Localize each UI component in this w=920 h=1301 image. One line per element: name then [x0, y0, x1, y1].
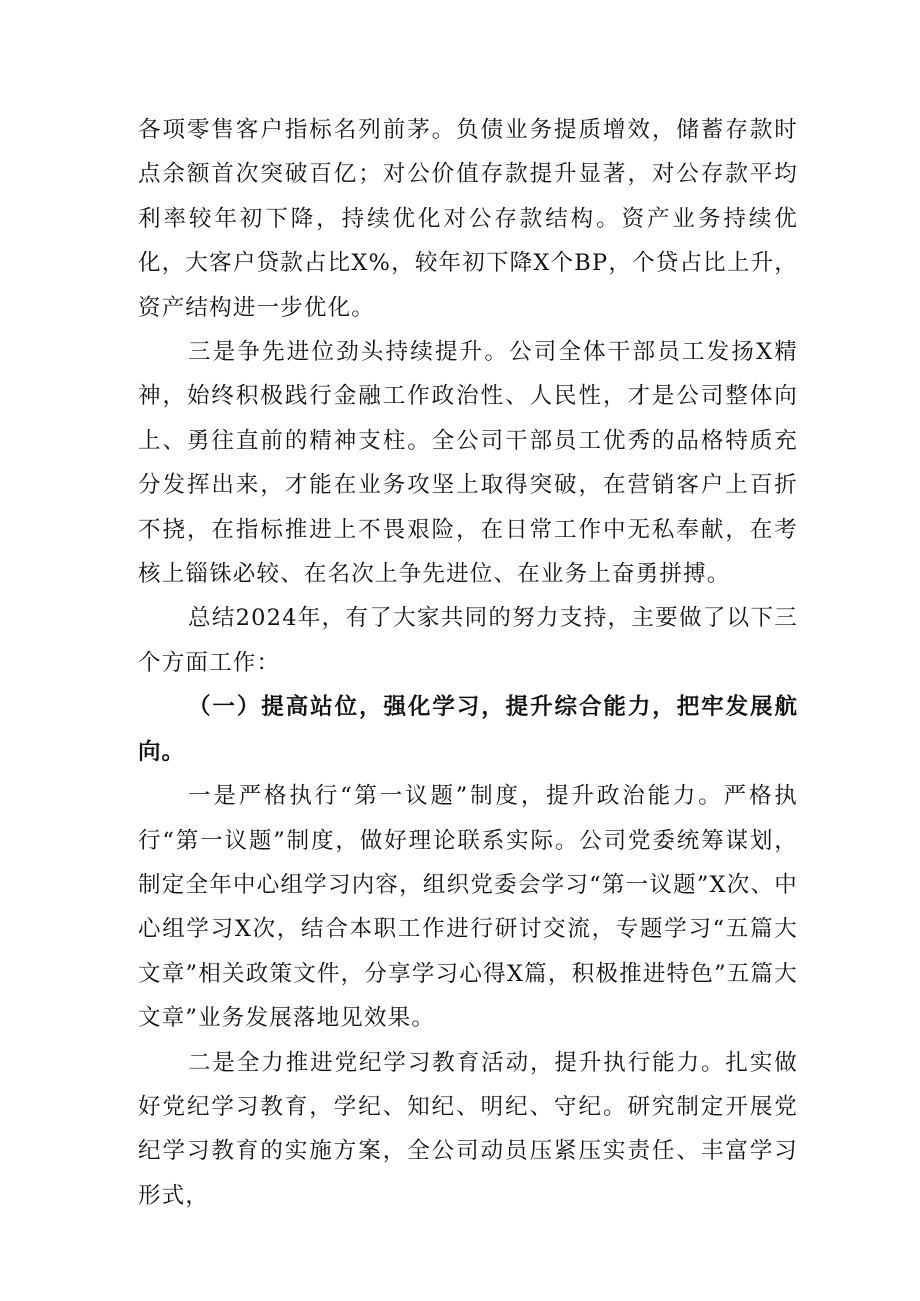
section-heading-one: （一）提高站位，强化学习，提升综合能力，把牢发展航向。: [138, 694, 798, 765]
document-body: [138, 108, 798, 1218]
body-paragraph-competitive-drive: 三是争先进位劲头持续提升。公司全体干部员工发扬X精神，始终积极践行金融工作政治性、人民性，才是公司整体向上、勇往直前的精神支柱。全公司干部员工优秀的品格特质充分发挥出来，才能在业务攻坚上取得突破，在营销客户上百折不挠，在指标推进上不畏艰险，在日常工作中无私奉献，在考核上锱铢必较、在名次上争先进位、在业务上奋勇拼搏。: [138, 339, 798, 588]
body-paragraph-party-discipline: 二是全力推进党纪学习教育活动，提升执行能力。扎实做好党纪学习教育，学纪、知纪、明纪、守纪。研究制定开展党纪学习教育的实施方案，全公司动员压紧压实责任、丰富学习形式，: [138, 1049, 798, 1209]
body-paragraph-first-agenda: 一是严格执行“第一议题”制度，提升政治能力。严格执行“第一议题”制度，做好理论联系实际。公司党委统筹谋划，制定全年中心组学习内容，组织党委会学习“第一议题”X次、中心组学习X次，结合本职工作进行研讨交流，专题学习“五篇大文章”相关政策文件，分享学习心得X篇，积极推进特色”五篇大文章”业务发展落地见效果。: [138, 783, 798, 1032]
body-paragraph-retail-results: 各项零售客户指标名列前茅。负债业务提质增效，储蓄存款时点余额首次突破百亿；对公价值存款提升显著，对公存款平均利率较年初下降，持续优化对公存款结构。资产业务持续优化，大客户贷款占比X%，较年初下降X个BP，个贷占比上升，资产结构进一步优化。: [138, 117, 798, 321]
body-paragraph-summary-2024: 总结2024年，有了大家共同的努力支持，主要做了以下三个方面工作：: [138, 605, 798, 676]
